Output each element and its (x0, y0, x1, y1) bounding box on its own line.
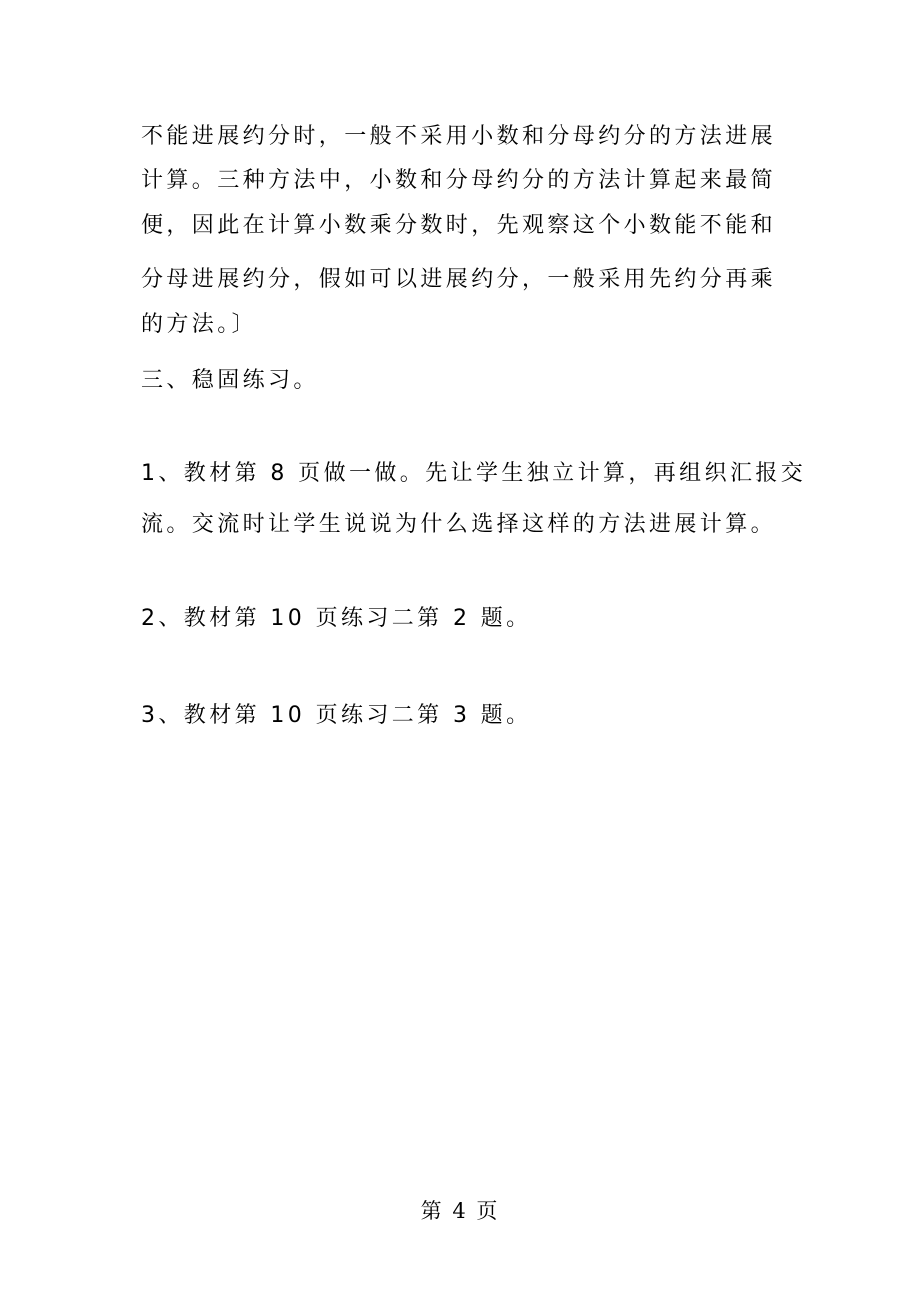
text-line: 不能进展约分时，一般不采用小数和分母约分的方法进展 (141, 124, 777, 149)
section-heading: 三、稳固练习。 (141, 368, 319, 393)
text-line: 计算。三种方法中，小数和分母约分的方法计算起来最简 (141, 168, 777, 193)
text-line: 的方法。〕 (141, 312, 258, 337)
list-item: 3、教材第 10 页练习二第 3 题。 (141, 703, 532, 728)
text-line: 分母进展约分，假如可以进展约分，一般采用先约分再乘 (141, 267, 777, 292)
page-number: 第 4 页 (420, 1199, 500, 1223)
list-item-continuation: 流。交流时让学生说说为什么选择这样的方法进展计算。 (141, 512, 777, 537)
list-item: 1、教材第 8 页做一做。先让学生独立计算，再组织汇报交 (141, 461, 807, 486)
text-line: 便，因此在计算小数乘分数时，先观察这个小数能不能和 (141, 213, 777, 238)
list-item: 2、教材第 10 页练习二第 2 题。 (141, 606, 532, 631)
